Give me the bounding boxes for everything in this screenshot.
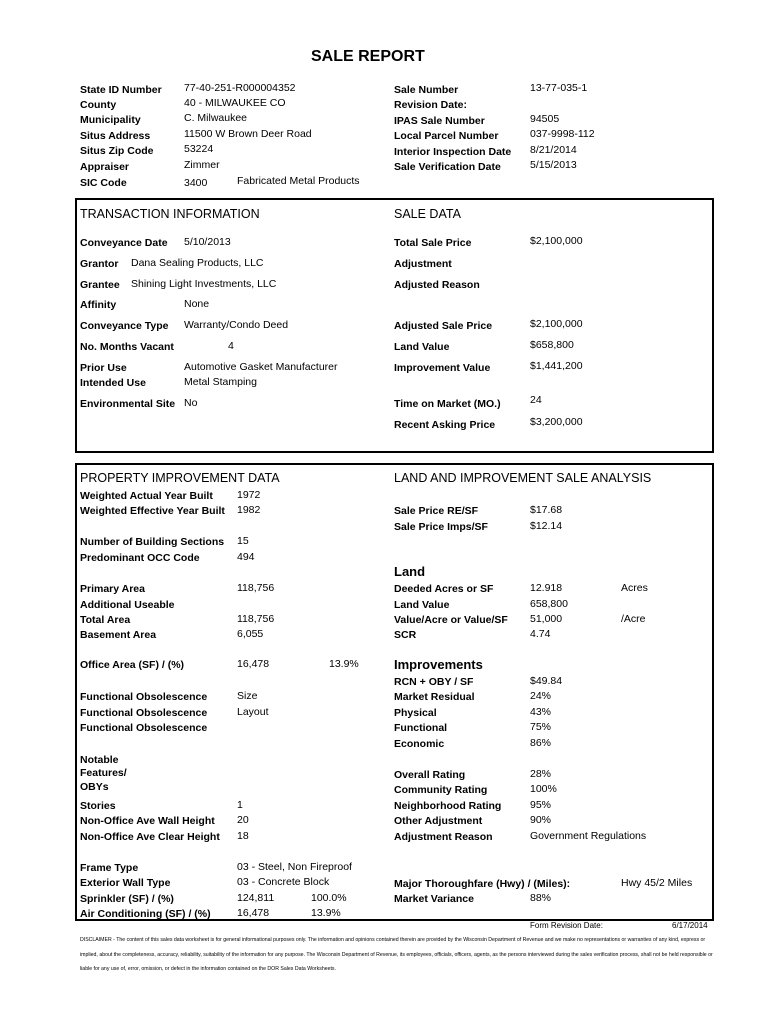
- market-variance-label: Market Variance: [394, 893, 474, 905]
- form-revision-label: Form Revision Date:: [530, 921, 603, 930]
- other-adjustment-label: Other Adjustment: [394, 815, 483, 827]
- occ-value: 494: [237, 551, 255, 563]
- sic-description: Fabricated Metal Products: [237, 175, 360, 187]
- wayb-label: Weighted Actual Year Built: [80, 490, 213, 502]
- months-vacant-value: 4: [228, 340, 234, 352]
- recent-asking-value: $3,200,000: [530, 416, 583, 428]
- functional-obsolescence-2-value: Layout: [237, 706, 269, 718]
- sections-label: Number of Building Sections: [80, 536, 225, 548]
- months-vacant-label: No. Months Vacant: [80, 341, 174, 353]
- total-area-label: Total Area: [80, 614, 131, 626]
- situs-zip-label: Situs Zip Code: [80, 145, 154, 157]
- deeded-acres-unit: Acres: [621, 582, 648, 594]
- interior-inspection-value: 8/21/2014: [530, 144, 577, 156]
- economic-label: Economic: [394, 738, 445, 750]
- page-title: SALE REPORT: [311, 48, 425, 65]
- total-area-value: 118,756: [237, 613, 275, 625]
- situs-address-value: 11500 W Brown Deer Road: [184, 128, 312, 140]
- sale-number-label: Sale Number: [394, 84, 459, 96]
- air-conditioning-sf: 16,478: [237, 907, 270, 919]
- exterior-wall-value: 03 - Concrete Block: [237, 876, 330, 888]
- value-acre-label: Value/Acre or Value/SF: [394, 614, 508, 626]
- property-heading: PROPERTY IMPROVEMENT DATA: [80, 471, 280, 485]
- weyb-label: Weighted Effective Year Built: [80, 505, 225, 517]
- county-label: County: [80, 99, 117, 111]
- physical-value: 43%: [530, 706, 552, 718]
- interior-inspection-label: Interior Inspection Date: [394, 146, 512, 158]
- primary-area-value: 118,756: [237, 582, 275, 594]
- land-heading: Land: [394, 564, 426, 579]
- situs-address-label: Situs Address: [80, 130, 151, 142]
- improvement-value-value: $1,441,200: [530, 360, 583, 372]
- sale-verification-label: Sale Verification Date: [394, 161, 501, 173]
- physical-label: Physical: [394, 707, 437, 719]
- adjustment-reason-label: Adjustment Reason: [394, 831, 493, 843]
- adjusted-sale-price-value: $2,100,000: [530, 318, 583, 330]
- intended-use-value: Metal Stamping: [184, 376, 257, 388]
- adjusted-reason-label: Adjusted Reason: [394, 279, 480, 291]
- ipas-sale-value: 94505: [530, 113, 560, 125]
- market-residual-label: Market Residual: [394, 691, 475, 703]
- improvement-value-label: Improvement Value: [394, 362, 491, 374]
- exterior-wall-label: Exterior Wall Type: [80, 877, 171, 889]
- sale-number-value: 13-77-035-1: [530, 82, 588, 94]
- sprinkler-label: Sprinkler (SF) / (%): [80, 893, 174, 905]
- community-rating-label: Community Rating: [394, 784, 488, 796]
- situs-zip-value: 53224: [184, 143, 214, 155]
- scr-value: 4.74: [530, 628, 551, 640]
- sic-code-label: SIC Code: [80, 177, 127, 189]
- analysis-land-value-label: Land Value: [394, 599, 450, 611]
- air-conditioning-pct: 13.9%: [311, 907, 341, 919]
- neighborhood-rating-value: 95%: [530, 799, 552, 811]
- primary-area-label: Primary Area: [80, 583, 145, 595]
- value-acre-unit: /Acre: [621, 613, 646, 625]
- additional-useable-label: Additional Useable: [80, 599, 175, 611]
- grantor-value: Dana Sealing Products, LLC: [131, 257, 264, 269]
- wall-height-label: Non-Office Ave Wall Height: [80, 815, 215, 827]
- grantor-label: Grantor: [80, 258, 119, 270]
- scr-label: SCR: [394, 629, 417, 641]
- time-on-market-value: 24: [530, 394, 542, 406]
- grantee-label: Grantee: [80, 279, 120, 291]
- grantee-value: Shining Light Investments, LLC: [131, 278, 277, 290]
- adjusted-sale-price-label: Adjusted Sale Price: [394, 320, 493, 332]
- functional-label: Functional: [394, 722, 448, 734]
- conveyance-date-label: Conveyance Date: [80, 237, 168, 249]
- conveyance-date-value: 5/10/2013: [184, 236, 231, 248]
- thoroughfare-label: Major Thoroughfare (Hwy) / (Miles):: [394, 878, 571, 890]
- deeded-acres-value: 12.918: [530, 582, 563, 594]
- thoroughfare-value: Hwy 45/2 Miles: [621, 877, 693, 889]
- economic-value: 86%: [530, 737, 552, 749]
- overall-rating-value: 28%: [530, 768, 552, 780]
- deeded-acres-label: Deeded Acres or SF: [394, 583, 494, 595]
- overall-rating-label: Overall Rating: [394, 769, 466, 781]
- total-sale-price-value: $2,100,000: [530, 235, 583, 247]
- rcn-label: RCN + OBY / SF: [394, 676, 474, 688]
- time-on-market-label: Time on Market (MO.): [394, 398, 501, 410]
- functional-obsolescence-1-value: Size: [237, 690, 258, 702]
- stories-value: 1: [237, 799, 243, 811]
- municipality-value: C. Milwaukee: [184, 112, 248, 124]
- functional-obsolescence-2-label: Functional Obsolescence: [80, 707, 208, 719]
- adjustment-label: Adjustment: [394, 258, 452, 270]
- municipality-label: Municipality: [80, 114, 141, 126]
- sale-price-imps-label: Sale Price Imps/SF: [394, 521, 488, 533]
- air-conditioning-label: Air Conditioning (SF) / (%): [80, 908, 211, 920]
- community-rating-value: 100%: [530, 783, 557, 795]
- env-site-value: No: [184, 397, 198, 409]
- frame-type-label: Frame Type: [80, 862, 139, 874]
- affinity-label: Affinity: [80, 299, 117, 311]
- sale-price-resf-value: $17.68: [530, 504, 563, 516]
- prior-use-label: Prior Use: [80, 362, 127, 374]
- sale-data-heading: SALE DATA: [394, 207, 461, 221]
- transaction-heading: TRANSACTION INFORMATION: [80, 207, 260, 221]
- state-id-value: 77-40-251-R000004352: [184, 82, 296, 94]
- other-adjustment-value: 90%: [530, 814, 552, 826]
- office-area-label: Office Area (SF) / (%): [80, 659, 185, 671]
- value-acre-value: 51,000: [530, 613, 563, 625]
- appraiser-label: Appraiser: [80, 161, 130, 173]
- functional-obsolescence-3-label: Functional Obsolescence: [80, 722, 208, 734]
- sale-price-resf-label: Sale Price RE/SF: [394, 505, 479, 517]
- market-residual-value: 24%: [530, 690, 552, 702]
- stories-label: Stories: [80, 800, 116, 812]
- conveyance-type-value: Warranty/Condo Deed: [184, 319, 289, 331]
- env-site-label: Environmental Site: [80, 398, 176, 410]
- market-variance-value: 88%: [530, 892, 552, 904]
- functional-obsolescence-1-label: Functional Obsolescence: [80, 691, 208, 703]
- sic-code-value: 3400: [184, 177, 208, 189]
- intended-use-label: Intended Use: [80, 377, 146, 389]
- analysis-land-value-value: 658,800: [530, 598, 568, 610]
- state-id-label: State ID Number: [80, 84, 162, 96]
- occ-label: Predominant OCC Code: [80, 552, 200, 564]
- neighborhood-rating-label: Neighborhood Rating: [394, 800, 502, 812]
- basement-area-value: 6,055: [237, 628, 264, 640]
- sections-value: 15: [237, 535, 249, 547]
- form-revision-value: 6/17/2014: [672, 921, 708, 930]
- affinity-value: None: [184, 298, 210, 310]
- basement-area-label: Basement Area: [80, 629, 157, 641]
- wayb-value: 1972: [237, 489, 261, 501]
- sprinkler-sf: 124,811: [237, 892, 275, 904]
- prior-use-value: Automotive Gasket Manufacturer: [184, 361, 338, 373]
- notable-label-3: OBYs: [80, 781, 109, 793]
- county-value: 40 - MILWAUKEE CO: [184, 97, 286, 109]
- land-value-label: Land Value: [394, 341, 450, 353]
- disclaimer: DISCLAIMER - The content of this sales data worksheet is for general informational purposes only. The information and opinions contained therein are provided by the Wisconsin Department of Revenue and we make no representations or warranties of any kind, express or implied, about the completeness, accuracy, reliability, suitability of the information for any purpose. The Wisconsin Department of Revenue, its employees, officials, officers, agents, as the persons interviewed during the sales verification process, shall not be held responsible or liable for any use of, error, omission, or defect in the information contained on the DOR Sales Data Worksheets.: [80, 937, 713, 972]
- land-value-value: $658,800: [530, 339, 574, 351]
- analysis-heading: LAND AND IMPROVEMENT SALE ANALYSIS: [394, 471, 652, 485]
- sprinkler-pct: 100.0%: [311, 892, 347, 904]
- improvements-heading: Improvements: [394, 657, 483, 672]
- revision-date-label: Revision Date:: [394, 99, 467, 111]
- functional-value: 75%: [530, 721, 552, 733]
- office-area-pct: 13.9%: [329, 658, 359, 670]
- weyb-value: 1982: [237, 504, 261, 516]
- frame-type-value: 03 - Steel, Non Fireproof: [237, 861, 352, 873]
- conveyance-type-label: Conveyance Type: [80, 320, 169, 332]
- clear-height-value: 18: [237, 830, 249, 842]
- appraiser-value: Zimmer: [184, 159, 220, 171]
- sale-price-imps-value: $12.14: [530, 520, 563, 532]
- sale-verification-value: 5/15/2013: [530, 159, 577, 171]
- rcn-value: $49.84: [530, 675, 563, 687]
- clear-height-label: Non-Office Ave Clear Height: [80, 831, 220, 843]
- recent-asking-label: Recent Asking Price: [394, 419, 496, 431]
- notable-label-2: Features/: [80, 767, 127, 779]
- local-parcel-label: Local Parcel Number: [394, 130, 499, 142]
- office-area-sf: 16,478: [237, 658, 270, 670]
- wall-height-value: 20: [237, 814, 249, 826]
- adjustment-reason-value: Government Regulations: [530, 830, 647, 842]
- local-parcel-value: 037-9998-112: [530, 128, 595, 140]
- total-sale-price-label: Total Sale Price: [394, 237, 472, 249]
- notable-label-1: Notable: [80, 754, 119, 766]
- ipas-sale-label: IPAS Sale Number: [394, 115, 485, 127]
